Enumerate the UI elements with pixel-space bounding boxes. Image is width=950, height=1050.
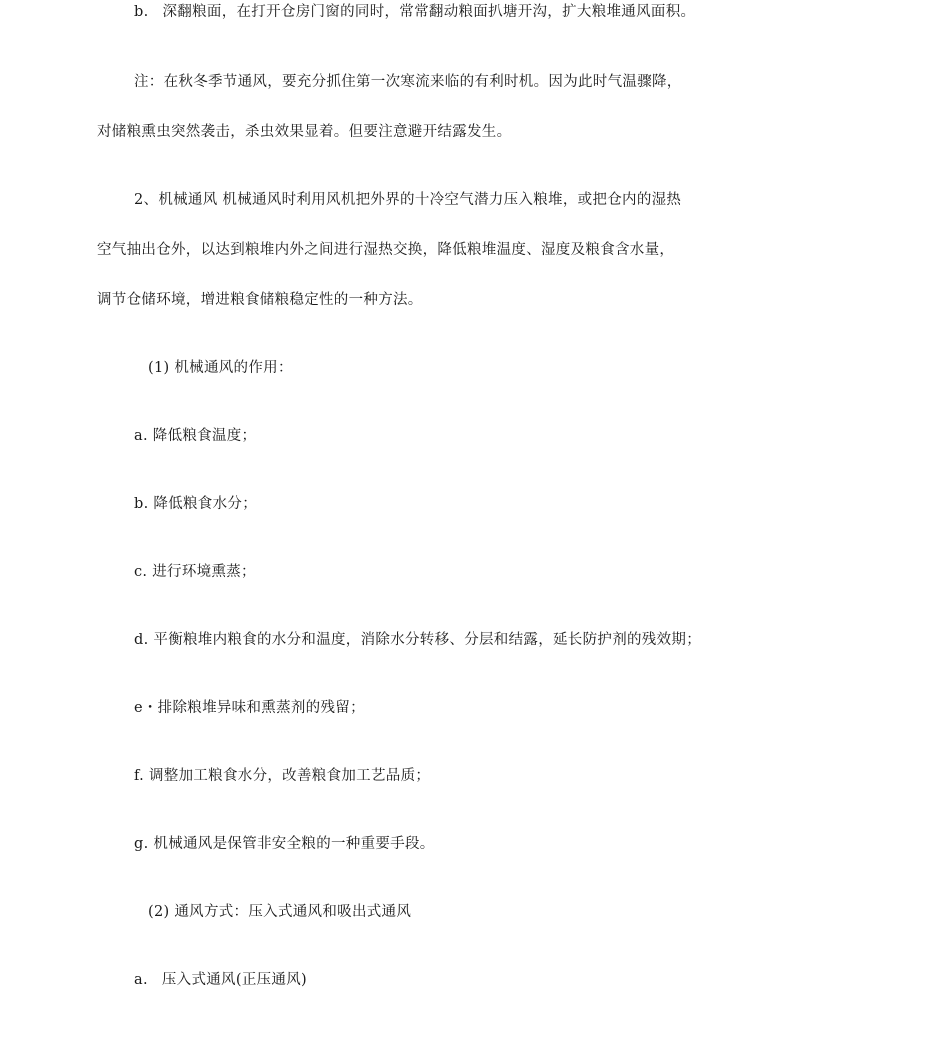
list-item-e: e・排除粮堆异味和熏蒸剂的残留； bbox=[134, 700, 365, 716]
list-item-c: c. 进行环境熏蒸； bbox=[134, 564, 256, 580]
section-2-line-3: 调节仓储环境，增进粮食储粮稳定性的一种方法。 bbox=[97, 292, 423, 308]
list-item-g: g. 机械通风是保管非安全粮的一种重要手段。 bbox=[134, 836, 435, 852]
note-line-2: 对储粮熏虫突然袭击，杀虫效果显着。但要注意避开结露发生。 bbox=[97, 124, 512, 140]
list-marker: b. bbox=[134, 4, 149, 20]
paragraph-text: 深翻粮面，在打开仓房门窗的同时，常常翻动粮面扒塘开沟，扩大粮堆通风面积。 bbox=[162, 4, 696, 20]
note-line-1: 注：在秋冬季节通风，要充分抓住第一次寒流来临的有利时机。因为此时气温骤降， bbox=[134, 74, 682, 90]
list-item-f: f. 调整加工粮食水分，改善粮食加工艺品质； bbox=[134, 768, 431, 784]
paragraph-b-deep-turning bbox=[134, 2, 695, 22]
paragraph-text: 压入式通风(正压通风) bbox=[161, 972, 307, 988]
subsection-1-heading: (1) 机械通风的作用： bbox=[148, 360, 293, 376]
list-item-a: a. 降低粮食温度； bbox=[134, 428, 257, 444]
list-marker: a. bbox=[134, 972, 148, 988]
section-2-line-2: 空气抽出仓外，以达到粮堆内外之间进行湿热交换，降低粮堆温度、湿度及粮食含水量， bbox=[97, 242, 675, 258]
section-2-line-1: 2、机械通风 机械通风时利用风机把外界的十冷空气潜力压入粮堆，或把仓内的湿热 bbox=[134, 192, 682, 208]
list-item-b: b. 降低粮食水分； bbox=[134, 496, 257, 512]
subsection-2-heading: (2) 通风方式：压入式通风和吸出式通风 bbox=[148, 904, 412, 920]
list-item-d: d. 平衡粮堆内粮食的水分和温度，消除水分转移、分层和结露，延长防护剂的残效期； bbox=[134, 632, 701, 648]
list-item-a-positive-pressure bbox=[134, 970, 307, 990]
